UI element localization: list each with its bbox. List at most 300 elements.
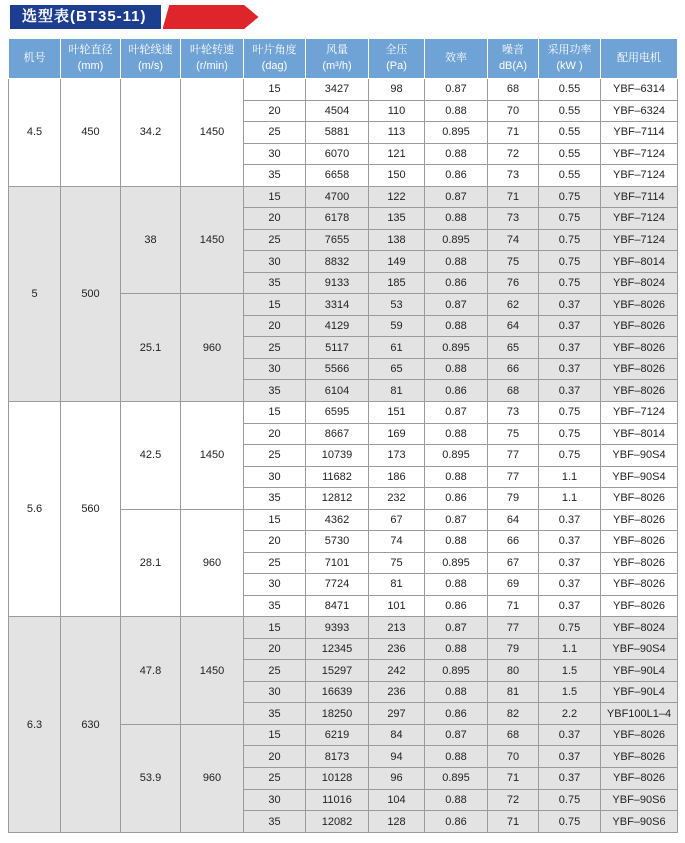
cell-motor: YBF–8026	[601, 552, 678, 574]
cell-motor: YBF–8026	[601, 380, 678, 402]
column-header-noise	[488, 39, 539, 79]
cell-total-pressure: 135	[369, 208, 425, 230]
column-header-diameter	[61, 39, 121, 79]
cell-power: 0.55	[539, 79, 601, 101]
cell-total-pressure: 98	[369, 79, 425, 101]
cell-efficiency: 0.895	[425, 229, 488, 251]
cell-blade-angle: 25	[244, 337, 306, 359]
cell-total-pressure: 59	[369, 315, 425, 337]
cell-blade-angle: 30	[244, 466, 306, 488]
column-header-label: 全压	[385, 44, 408, 57]
cell-blade-angle: 20	[244, 208, 306, 230]
cell-tip-speed: 34.2	[121, 79, 181, 187]
cell-blade-angle: 30	[244, 358, 306, 380]
cell-efficiency: 0.86	[425, 272, 488, 294]
cell-total-pressure: 81	[369, 380, 425, 402]
table-row	[9, 186, 678, 208]
cell-noise: 68	[488, 380, 539, 402]
cell-efficiency: 0.86	[425, 703, 488, 725]
cell-efficiency: 0.895	[425, 768, 488, 790]
cell-efficiency: 0.88	[425, 789, 488, 811]
cell-total-pressure: 242	[369, 660, 425, 682]
cell-power: 0.75	[539, 789, 601, 811]
cell-total-pressure: 121	[369, 143, 425, 165]
cell-power: 0.75	[539, 617, 601, 639]
cell-blade-angle: 35	[244, 272, 306, 294]
cell-noise: 62	[488, 294, 539, 316]
cell-power: 0.37	[539, 337, 601, 359]
cell-efficiency: 0.88	[425, 574, 488, 596]
cell-total-pressure: 213	[369, 617, 425, 639]
cell-efficiency: 0.895	[425, 445, 488, 467]
cell-air-flow: 5881	[306, 122, 369, 144]
cell-air-flow: 18250	[306, 703, 369, 725]
cell-efficiency: 0.88	[425, 143, 488, 165]
cell-noise: 79	[488, 638, 539, 660]
cell-efficiency: 0.895	[425, 660, 488, 682]
cell-motor: YBF–8014	[601, 251, 678, 273]
cell-diameter: 450	[61, 79, 121, 187]
cell-blade-angle: 25	[244, 552, 306, 574]
cell-power: 0.37	[539, 724, 601, 746]
cell-tip-speed: 47.8	[121, 617, 181, 725]
cell-power: 0.37	[539, 746, 601, 768]
cell-total-pressure: 110	[369, 100, 425, 122]
column-header-motor	[601, 39, 678, 79]
cell-blade-angle: 35	[244, 165, 306, 187]
cell-noise: 76	[488, 272, 539, 294]
column-header-label: 噪音	[502, 44, 524, 57]
column-header-blade-angle	[244, 39, 306, 79]
cell-power: 0.37	[539, 552, 601, 574]
cell-rpm: 960	[181, 294, 244, 402]
cell-blade-angle: 25	[244, 122, 306, 144]
cell-motor: YBF–7124	[601, 165, 678, 187]
cell-noise: 64	[488, 315, 539, 337]
cell-efficiency: 0.87	[425, 186, 488, 208]
cell-air-flow: 7101	[306, 552, 369, 574]
cell-power: 0.75	[539, 811, 601, 833]
cell-air-flow: 5730	[306, 531, 369, 553]
cell-motor: YBF–8026	[601, 315, 678, 337]
cell-motor: YBF–7124	[601, 208, 678, 230]
cell-air-flow: 7655	[306, 229, 369, 251]
column-header-label: 效率	[445, 51, 467, 64]
cell-motor: YBF–7124	[601, 143, 678, 165]
cell-motor: YBF–7124	[601, 229, 678, 251]
cell-total-pressure: 150	[369, 165, 425, 187]
cell-blade-angle: 30	[244, 143, 306, 165]
column-header-label: 采用功率	[547, 44, 592, 57]
column-header-unit: (mm)	[77, 59, 104, 72]
cell-efficiency: 0.87	[425, 401, 488, 423]
cell-blade-angle: 35	[244, 811, 306, 833]
cell-efficiency: 0.87	[425, 509, 488, 531]
column-header-efficiency	[425, 39, 488, 79]
cell-total-pressure: 81	[369, 574, 425, 596]
cell-noise: 77	[488, 445, 539, 467]
cell-total-pressure: 53	[369, 294, 425, 316]
cell-power: 0.75	[539, 272, 601, 294]
cell-air-flow: 7724	[306, 574, 369, 596]
cell-power: 0.75	[539, 208, 601, 230]
column-header-unit: (dag)	[261, 59, 288, 72]
cell-total-pressure: 185	[369, 272, 425, 294]
selection-table	[8, 38, 678, 833]
cell-efficiency: 0.88	[425, 423, 488, 445]
cell-efficiency: 0.895	[425, 552, 488, 574]
cell-blade-angle: 15	[244, 79, 306, 101]
column-header-unit: (kW )	[556, 59, 583, 72]
cell-air-flow: 6104	[306, 380, 369, 402]
cell-blade-angle: 20	[244, 315, 306, 337]
cell-power: 0.37	[539, 509, 601, 531]
cell-efficiency: 0.88	[425, 208, 488, 230]
column-header-total-pressure	[369, 39, 425, 79]
cell-motor: YBF–8026	[601, 337, 678, 359]
cell-efficiency: 0.895	[425, 122, 488, 144]
cell-noise: 67	[488, 552, 539, 574]
cell-air-flow: 8471	[306, 595, 369, 617]
cell-blade-angle: 35	[244, 595, 306, 617]
cell-motor: YBF–7114	[601, 122, 678, 144]
cell-total-pressure: 113	[369, 122, 425, 144]
cell-motor: YBF–8026	[601, 531, 678, 553]
cell-air-flow: 9393	[306, 617, 369, 639]
column-header-air-flow	[306, 39, 369, 79]
cell-efficiency: 0.88	[425, 100, 488, 122]
column-header-unit: (m³/h)	[322, 59, 352, 72]
cell-efficiency: 0.87	[425, 79, 488, 101]
cell-blade-angle: 25	[244, 445, 306, 467]
cell-efficiency: 0.87	[425, 617, 488, 639]
cell-motor: YBF–8026	[601, 294, 678, 316]
cell-power: 1.1	[539, 638, 601, 660]
cell-blade-angle: 30	[244, 574, 306, 596]
cell-power: 0.37	[539, 294, 601, 316]
cell-power: 1.1	[539, 488, 601, 510]
cell-power: 2.2	[539, 703, 601, 725]
cell-air-flow: 4700	[306, 186, 369, 208]
cell-blade-angle: 35	[244, 488, 306, 510]
table-row	[9, 79, 678, 101]
cell-total-pressure: 67	[369, 509, 425, 531]
page-header	[10, 5, 685, 29]
cell-motor: YBF–8026	[601, 595, 678, 617]
cell-efficiency: 0.88	[425, 638, 488, 660]
cell-noise: 68	[488, 724, 539, 746]
cell-air-flow: 6070	[306, 143, 369, 165]
cell-efficiency: 0.86	[425, 380, 488, 402]
cell-efficiency: 0.86	[425, 165, 488, 187]
cell-blade-angle: 20	[244, 531, 306, 553]
cell-noise: 82	[488, 703, 539, 725]
cell-rpm: 1450	[181, 79, 244, 187]
cell-total-pressure: 236	[369, 681, 425, 703]
column-header-unit: (r/min)	[196, 59, 228, 72]
page-title: 选型表(BT35-11)	[10, 5, 161, 29]
cell-power: 0.37	[539, 358, 601, 380]
cell-total-pressure: 84	[369, 724, 425, 746]
cell-air-flow: 11016	[306, 789, 369, 811]
cell-blade-angle: 30	[244, 681, 306, 703]
cell-noise: 64	[488, 509, 539, 531]
cell-total-pressure: 149	[369, 251, 425, 273]
cell-tip-speed: 28.1	[121, 509, 181, 617]
cell-noise: 65	[488, 337, 539, 359]
cell-motor: YBF–8026	[601, 509, 678, 531]
cell-total-pressure: 169	[369, 423, 425, 445]
column-header-label: 叶轮线速	[128, 44, 173, 57]
cell-noise: 80	[488, 660, 539, 682]
cell-power: 1.5	[539, 660, 601, 682]
cell-total-pressure: 94	[369, 746, 425, 768]
cell-total-pressure: 151	[369, 401, 425, 423]
cell-motor: YBF–90L4	[601, 660, 678, 682]
cell-noise: 73	[488, 208, 539, 230]
cell-air-flow: 4129	[306, 315, 369, 337]
column-header-label: 叶片角度	[252, 44, 297, 57]
cell-blade-angle: 25	[244, 229, 306, 251]
cell-noise: 79	[488, 488, 539, 510]
cell-power: 0.75	[539, 186, 601, 208]
cell-model: 5.6	[9, 401, 61, 616]
cell-noise: 72	[488, 789, 539, 811]
cell-power: 1.1	[539, 466, 601, 488]
cell-noise: 77	[488, 617, 539, 639]
cell-motor: YBF–90S4	[601, 445, 678, 467]
cell-total-pressure: 74	[369, 531, 425, 553]
cell-rpm: 1450	[181, 186, 244, 294]
column-header-rpm	[181, 39, 244, 79]
column-header-power	[539, 39, 601, 79]
cell-efficiency: 0.88	[425, 315, 488, 337]
cell-rpm: 1450	[181, 401, 244, 509]
cell-noise: 71	[488, 595, 539, 617]
cell-blade-angle: 25	[244, 660, 306, 682]
cell-power: 0.37	[539, 315, 601, 337]
cell-power: 0.75	[539, 423, 601, 445]
cell-efficiency: 0.88	[425, 251, 488, 273]
cell-efficiency: 0.88	[425, 358, 488, 380]
column-header-label: 风量	[326, 44, 348, 57]
cell-total-pressure: 65	[369, 358, 425, 380]
cell-efficiency: 0.88	[425, 681, 488, 703]
cell-motor: YBF–8024	[601, 272, 678, 294]
cell-power: 0.75	[539, 401, 601, 423]
cell-blade-angle: 15	[244, 186, 306, 208]
cell-motor: YBF–8026	[601, 768, 678, 790]
cell-blade-angle: 20	[244, 100, 306, 122]
cell-power: 0.75	[539, 445, 601, 467]
cell-air-flow: 9133	[306, 272, 369, 294]
column-header-label: 叶轮直径	[68, 44, 113, 57]
cell-noise: 70	[488, 100, 539, 122]
cell-power: 0.37	[539, 574, 601, 596]
cell-efficiency: 0.87	[425, 724, 488, 746]
cell-noise: 73	[488, 165, 539, 187]
cell-air-flow: 10128	[306, 768, 369, 790]
cell-total-pressure: 122	[369, 186, 425, 208]
red-ribbon-decoration	[163, 5, 259, 29]
cell-total-pressure: 128	[369, 811, 425, 833]
cell-power: 0.55	[539, 100, 601, 122]
cell-efficiency: 0.86	[425, 811, 488, 833]
cell-blade-angle: 30	[244, 251, 306, 273]
cell-air-flow: 12082	[306, 811, 369, 833]
cell-total-pressure: 173	[369, 445, 425, 467]
cell-blade-angle: 15	[244, 617, 306, 639]
cell-total-pressure: 104	[369, 789, 425, 811]
cell-blade-angle: 30	[244, 789, 306, 811]
column-header-model	[9, 39, 61, 79]
cell-motor: YBF–90S4	[601, 466, 678, 488]
cell-power: 0.55	[539, 165, 601, 187]
cell-total-pressure: 96	[369, 768, 425, 790]
cell-power: 0.37	[539, 531, 601, 553]
cell-power: 0.37	[539, 380, 601, 402]
column-header-label: 叶轮转速	[190, 44, 234, 57]
cell-motor: YBF–8026	[601, 358, 678, 380]
cell-motor: YBF–7114	[601, 186, 678, 208]
cell-air-flow: 15297	[306, 660, 369, 682]
cell-model: 5	[9, 186, 61, 401]
cell-blade-angle: 20	[244, 638, 306, 660]
cell-efficiency: 0.88	[425, 746, 488, 768]
cell-air-flow: 6219	[306, 724, 369, 746]
cell-efficiency: 0.88	[425, 531, 488, 553]
cell-air-flow: 5566	[306, 358, 369, 380]
cell-blade-angle: 20	[244, 746, 306, 768]
cell-air-flow: 11682	[306, 466, 369, 488]
cell-blade-angle: 25	[244, 768, 306, 790]
cell-efficiency: 0.86	[425, 595, 488, 617]
cell-air-flow: 8667	[306, 423, 369, 445]
cell-noise: 75	[488, 251, 539, 273]
cell-noise: 71	[488, 122, 539, 144]
cell-blade-angle: 15	[244, 294, 306, 316]
column-header-tip-speed	[121, 39, 181, 79]
cell-motor: YBF–90S6	[601, 789, 678, 811]
cell-blade-angle: 35	[244, 703, 306, 725]
cell-tip-speed: 25.1	[121, 294, 181, 402]
cell-power: 0.75	[539, 251, 601, 273]
cell-air-flow: 4504	[306, 100, 369, 122]
cell-motor: YBF–8014	[601, 423, 678, 445]
cell-power: 0.37	[539, 595, 601, 617]
cell-air-flow: 10739	[306, 445, 369, 467]
cell-noise: 71	[488, 768, 539, 790]
cell-diameter: 500	[61, 186, 121, 401]
column-header-unit: dB(A)	[498, 59, 528, 72]
cell-motor: YBF–6314	[601, 79, 678, 101]
cell-air-flow: 6595	[306, 401, 369, 423]
header-row	[9, 39, 678, 79]
cell-tip-speed: 42.5	[121, 401, 181, 509]
cell-motor: YBF100L1–4	[601, 703, 678, 725]
cell-total-pressure: 61	[369, 337, 425, 359]
column-header-unit: (Pa)	[386, 59, 407, 72]
cell-model: 4.5	[9, 79, 61, 187]
cell-power: 0.55	[539, 122, 601, 144]
cell-blade-angle: 20	[244, 423, 306, 445]
cell-air-flow: 5117	[306, 337, 369, 359]
cell-motor: YBF–7124	[601, 401, 678, 423]
cell-blade-angle: 15	[244, 401, 306, 423]
cell-efficiency: 0.87	[425, 294, 488, 316]
cell-efficiency: 0.86	[425, 488, 488, 510]
cell-noise: 70	[488, 746, 539, 768]
cell-total-pressure: 297	[369, 703, 425, 725]
cell-efficiency: 0.895	[425, 337, 488, 359]
cell-motor: YBF–8026	[601, 724, 678, 746]
cell-motor: YBF–6324	[601, 100, 678, 122]
cell-total-pressure: 101	[369, 595, 425, 617]
cell-noise: 71	[488, 186, 539, 208]
cell-rpm: 960	[181, 724, 244, 832]
cell-air-flow: 6178	[306, 208, 369, 230]
cell-blade-angle: 15	[244, 509, 306, 531]
cell-blade-angle: 35	[244, 380, 306, 402]
cell-noise: 68	[488, 79, 539, 101]
column-header-label: 配用电机	[617, 51, 661, 64]
cell-noise: 73	[488, 401, 539, 423]
column-header-label: 机号	[23, 51, 46, 64]
cell-motor: YBF–8026	[601, 746, 678, 768]
cell-total-pressure: 138	[369, 229, 425, 251]
column-header-unit: (m/s)	[137, 59, 164, 72]
cell-air-flow: 6658	[306, 165, 369, 187]
cell-noise: 69	[488, 574, 539, 596]
cell-power: 0.37	[539, 768, 601, 790]
cell-air-flow: 12812	[306, 488, 369, 510]
cell-noise: 72	[488, 143, 539, 165]
table-row	[9, 401, 678, 423]
cell-air-flow: 3314	[306, 294, 369, 316]
cell-noise: 71	[488, 811, 539, 833]
cell-noise: 81	[488, 681, 539, 703]
cell-efficiency: 0.88	[425, 466, 488, 488]
cell-diameter: 630	[61, 617, 121, 833]
cell-total-pressure: 75	[369, 552, 425, 574]
cell-diameter: 560	[61, 401, 121, 616]
cell-air-flow: 3427	[306, 79, 369, 101]
cell-noise: 74	[488, 229, 539, 251]
cell-noise: 77	[488, 466, 539, 488]
cell-motor: YBF–8026	[601, 574, 678, 596]
cell-tip-speed: 53.9	[121, 724, 181, 832]
cell-motor: YBF–8026	[601, 488, 678, 510]
cell-air-flow: 8832	[306, 251, 369, 273]
cell-air-flow: 8173	[306, 746, 369, 768]
table-row	[9, 617, 678, 639]
cell-air-flow: 12345	[306, 638, 369, 660]
cell-motor: YBF–8024	[601, 617, 678, 639]
cell-noise: 66	[488, 531, 539, 553]
cell-rpm: 1450	[181, 617, 244, 725]
cell-tip-speed: 38	[121, 186, 181, 294]
cell-power: 0.75	[539, 229, 601, 251]
cell-total-pressure: 236	[369, 638, 425, 660]
cell-motor: YBF–90S4	[601, 638, 678, 660]
cell-power: 0.55	[539, 143, 601, 165]
cell-total-pressure: 186	[369, 466, 425, 488]
cell-noise: 66	[488, 358, 539, 380]
cell-rpm: 960	[181, 509, 244, 617]
cell-air-flow: 16639	[306, 681, 369, 703]
cell-motor: YBF–90L4	[601, 681, 678, 703]
cell-model: 6.3	[9, 617, 61, 833]
